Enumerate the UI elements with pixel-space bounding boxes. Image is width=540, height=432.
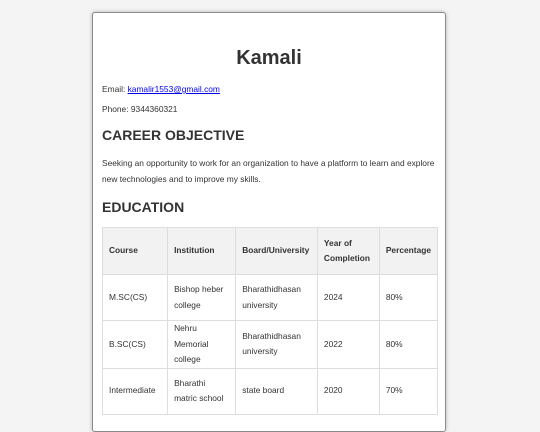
- cell-board: Bharathidhasan university: [236, 275, 318, 321]
- phone-number: 9344360321: [130, 104, 178, 114]
- table-row: [103, 321, 438, 369]
- column-header-institution: Institution: [168, 228, 236, 275]
- cell-board: state board: [236, 368, 318, 414]
- cell-percentage: 80%: [379, 321, 437, 369]
- cell-institution: Bharathi matric school: [168, 368, 236, 414]
- cell-percentage: 70%: [379, 368, 437, 414]
- cell-year: 2024: [317, 275, 379, 321]
- education-heading: EDUCATION: [102, 199, 185, 215]
- cell-year: 2022: [317, 321, 379, 369]
- career-objective-text: Seeking an opportunity to work for an organization to have a platform to learn and explore new technologies and to improve my skills.: [102, 158, 435, 184]
- resume-container: [92, 12, 446, 432]
- education-table: [102, 227, 438, 415]
- phone-line: [102, 103, 436, 115]
- cell-percentage: 80%: [379, 275, 437, 321]
- cell-course: M.SC(CS): [103, 275, 168, 321]
- email-line: [102, 83, 436, 95]
- table-header-row: [103, 228, 438, 275]
- cell-year: 2020: [317, 368, 379, 414]
- career-objective-heading: CAREER OBJECTIVE: [102, 127, 245, 143]
- email-label: Email:: [102, 84, 128, 94]
- cell-course: Intermediate: [103, 368, 168, 414]
- table-row: [103, 275, 438, 321]
- phone-label: Phone:: [102, 104, 131, 114]
- cell-course: B.SC(CS): [103, 321, 168, 369]
- email-link[interactable]: kamalir1553@gmail.com: [127, 84, 220, 94]
- cell-institution: Nehru Memorial college: [168, 321, 236, 369]
- column-header-board: Board/University: [236, 228, 318, 275]
- candidate-name: Kamali: [236, 47, 302, 69]
- column-header-year: Year of Completion: [317, 228, 379, 275]
- cell-board: Bharathidhasan university: [236, 321, 318, 369]
- table-row: [103, 368, 438, 414]
- cell-institution: Bishop heber college: [168, 275, 236, 321]
- column-header-course: Course: [103, 228, 168, 275]
- column-header-percentage: Percentage: [379, 228, 437, 275]
